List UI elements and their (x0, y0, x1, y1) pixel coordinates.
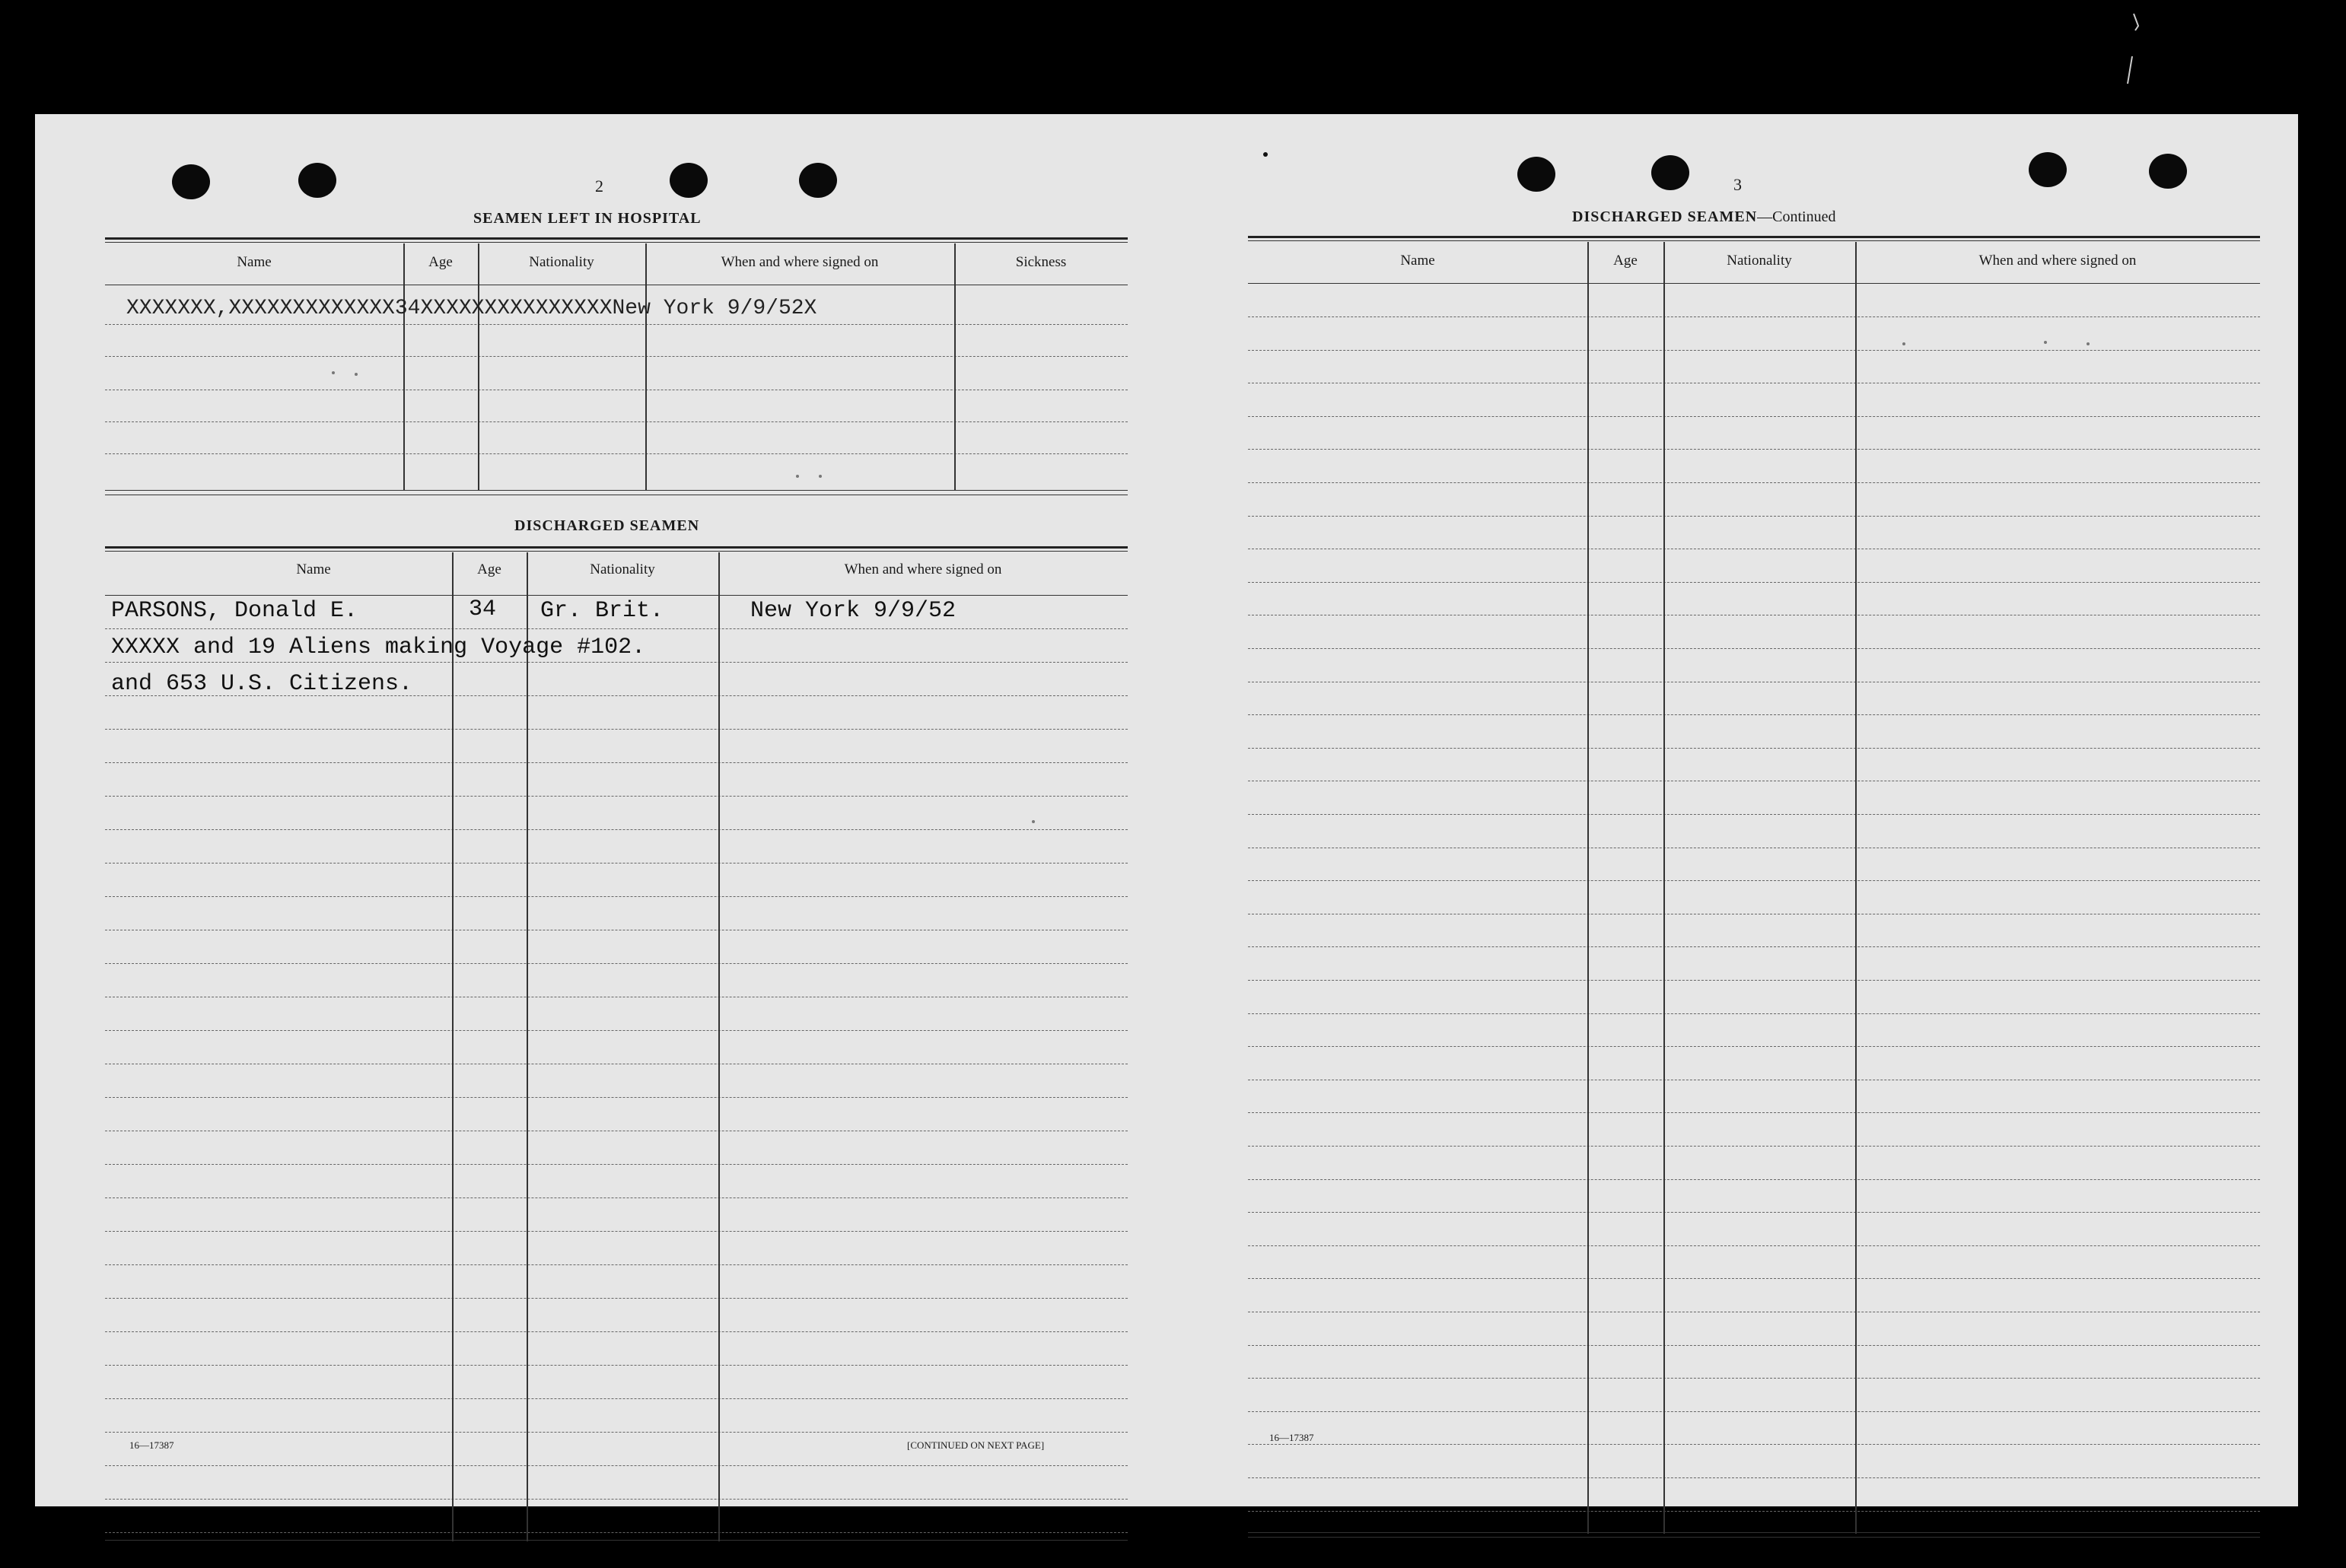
seaman-name: PARSONS, Donald E. (111, 598, 358, 624)
ruled-line (105, 1097, 1128, 1098)
column-header-name: Name (296, 561, 331, 577)
ruled-line (1248, 980, 2260, 981)
ruled-line (1248, 1477, 2260, 1478)
ruled-line (105, 1231, 1128, 1232)
ruled-line (105, 1532, 1128, 1533)
continued-note: [CONTINUED ON NEXT PAGE] (907, 1439, 1045, 1451)
ruled-line (1248, 1378, 2260, 1379)
punch-hole (298, 163, 336, 198)
column-header-nationality: Nationality (529, 254, 594, 270)
ruled-line (1248, 449, 2260, 450)
discharged-section-title: DISCHARGED SEAMEN (514, 517, 700, 534)
ruled-line (1248, 516, 2260, 517)
seaman-age: 34 (469, 596, 497, 622)
ruled-line (1248, 1411, 2260, 1412)
ruled-line (105, 1499, 1128, 1500)
ruled-line (1248, 714, 2260, 715)
ruled-line (105, 1331, 1128, 1332)
ruled-line (1248, 1345, 2260, 1346)
page-number: 2 (595, 177, 603, 196)
ruled-line (1248, 1511, 2260, 1512)
ruled-line (105, 1465, 1128, 1466)
ruled-line (105, 729, 1128, 730)
ruled-line (1248, 1146, 2260, 1147)
punch-hole (670, 163, 708, 198)
page-number: 3 (1733, 175, 1742, 194)
column-header-signed-on: When and where signed on (721, 254, 879, 270)
ruled-line (1248, 946, 2260, 947)
ruled-line (105, 1030, 1128, 1031)
ruled-line (1248, 1013, 2260, 1014)
ruled-line (105, 1164, 1128, 1165)
speck (1902, 342, 1905, 345)
ruled-line (105, 1264, 1128, 1265)
ruled-line (105, 863, 1128, 864)
speck (332, 371, 335, 374)
seaman-signed-on: New York 9/9/52 (750, 598, 957, 624)
column-header-age: Age (1613, 253, 1638, 269)
speck (2087, 342, 2090, 345)
speck (355, 373, 358, 376)
summary-line-citizens: and 653 U.S. Citizens. (111, 671, 413, 697)
section-title-continued: —Continued (1757, 208, 1836, 225)
ruled-line (1248, 416, 2260, 417)
left-page (35, 114, 1173, 1506)
ruled-line (105, 628, 1128, 629)
punch-hole (172, 164, 210, 199)
punch-hole (1517, 157, 1555, 192)
ruled-line (1248, 1046, 2260, 1047)
ruled-line (105, 1365, 1128, 1366)
right-page (1173, 114, 2298, 1506)
ruled-line (1248, 1112, 2260, 1113)
ruled-line (105, 1298, 1128, 1299)
seaman-nationality: Gr. Brit. (540, 598, 664, 624)
ruled-line (1248, 1278, 2260, 1279)
summary-line-aliens: XXXXX and 19 Aliens making Voyage #102. (111, 635, 646, 660)
punch-hole (799, 163, 837, 198)
struck-through-entry: XXXXXXX,XXXXXXXXXXXXX34XXXXXXXXXXXXXXXNew York 9/9/52X (126, 297, 817, 320)
column-header-sickness: Sickness (1015, 254, 1067, 270)
ruled-line (105, 1197, 1128, 1198)
column-header-name: Name (237, 254, 272, 270)
column-header-signed-on: When and where signed on (844, 561, 1002, 577)
form-number: 16—17387 (1269, 1432, 1314, 1443)
ruled-line (1248, 1212, 2260, 1213)
column-header-nationality: Nationality (1727, 253, 1792, 269)
column-header-age: Age (428, 254, 453, 270)
punch-hole (1651, 155, 1689, 190)
hospital-section-title: SEAMEN LEFT IN HOSPITAL (473, 210, 702, 227)
form-number: 16—17387 (129, 1439, 174, 1451)
ruled-line (1248, 748, 2260, 749)
ruled-line (105, 829, 1128, 830)
ruled-line (105, 896, 1128, 897)
speck (819, 475, 822, 478)
ruled-line (1248, 1179, 2260, 1180)
ruled-line (1248, 482, 2260, 483)
ruled-line (1248, 648, 2260, 649)
scan-mark (2117, 11, 2140, 87)
ruled-line (1248, 582, 2260, 583)
ruled-line (105, 662, 1128, 663)
punch-hole (2029, 152, 2067, 187)
section-title (1572, 208, 1836, 226)
column-header-nationality: Nationality (590, 561, 655, 577)
column-header-age: Age (477, 561, 501, 577)
column-header-signed-on: When and where signed on (1978, 253, 2137, 269)
ruled-line (1248, 1245, 2260, 1246)
ruled-line (105, 796, 1128, 797)
ruled-line (1248, 1444, 2260, 1445)
punch-hole (2149, 154, 2187, 189)
speck (1032, 820, 1035, 823)
ruled-line (1248, 350, 2260, 351)
ruled-line (105, 963, 1128, 964)
ruled-line (105, 1398, 1128, 1399)
speck (2044, 341, 2047, 344)
ruled-line (1248, 814, 2260, 815)
ruled-line (105, 762, 1128, 763)
section-title-main: DISCHARGED SEAMEN (1572, 208, 1758, 225)
speck (796, 475, 799, 478)
ruled-line (1248, 880, 2260, 881)
ruled-line (1248, 316, 2260, 317)
column-header-name: Name (1400, 253, 1435, 269)
speck (1263, 152, 1268, 157)
ruled-line (105, 1432, 1128, 1433)
